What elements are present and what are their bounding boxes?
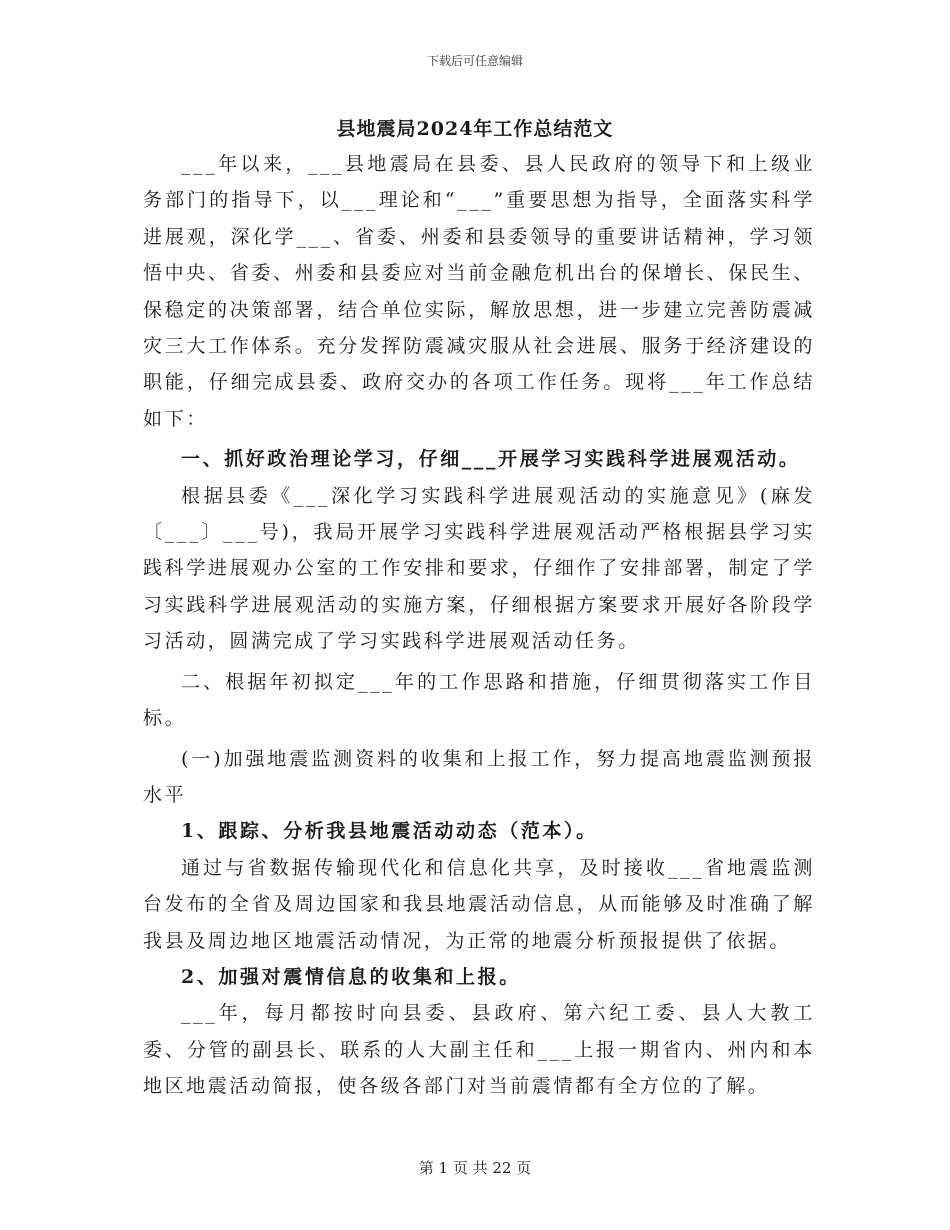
item-heading-1: 1、跟踪、分析我县地震活动动态（范本）。 bbox=[181, 820, 598, 843]
section-heading-1: 一、抓好政治理论学习，仔细___开展学习实践科学进展观活动。 bbox=[181, 448, 801, 471]
document-body bbox=[143, 146, 815, 1105]
page-number: 第 1 页 共 22 页 bbox=[418, 1159, 532, 1177]
item-2-paragraph: ___年，每月都按时向县委、县政府、第六纪工委、县人大教工委、分管的副县长、联系的人大副主任和___上报一期省内、州内和本地区地震活动简报，使各级各部门对当前震情都有全方位的了解。 bbox=[143, 1002, 815, 1098]
header-note: 下载后可任意编辑 bbox=[426, 54, 523, 68]
section-heading-2: 二、根据年初拟定___年的工作思路和措施，仔细贯彻落实工作目标。 bbox=[143, 670, 815, 730]
document-title: 县地震局2024年工作总结范文 bbox=[336, 118, 614, 140]
section-1-paragraph: 根据县委《___深化学习实践科学进展观活动的实施意见》(麻发〔___〕___号)，我局开展学习实践科学进展观活动严格根据县学习实践科学进展观办公室的工作安排和要求，仔细作了安排部署，制定了学习实践科学进展观活动的实施方案，仔细根据方案要求开展好各阶段学习活动，圆满完成了学习实践科学进展观活动任务。 bbox=[143, 484, 815, 653]
subsection-heading-1: (一)加强地震监测资料的收集和上报工作，努力提高地震监测预报水平 bbox=[143, 747, 815, 806]
item-heading-2: 2、加强对震情信息的收集和上报。 bbox=[181, 965, 521, 988]
intro-paragraph: ___年以来，___县地震局在县委、县人民政府的领导下和上级业务部门的指导下，以___理论和“___”重要思想为指导，全面落实科学进展观，深化学___、省委、州委和县委领导的重要讲话精神，学习领悟中央、省委、州委和县委应对当前金融危机出台的保增长、保民生、保稳定的决策部署，结合单位实际，解放思想，进一步建立完善防震减灾三大工作体系。充分发挥防震减灾服从社会进展、服务于经济建设的职能，仔细完成县委、政府交办的各项工作任务。现将___年工作总结如下： bbox=[143, 153, 815, 430]
item-1-paragraph: 通过与省数据传输现代化和信息化共享，及时接收___省地震监测台发布的全省及周边国家和我县地震活动信息，从而能够及时准确了解我县及周边地区地震活动情况，为正常的地震分析预报提供了依据。 bbox=[143, 856, 815, 952]
